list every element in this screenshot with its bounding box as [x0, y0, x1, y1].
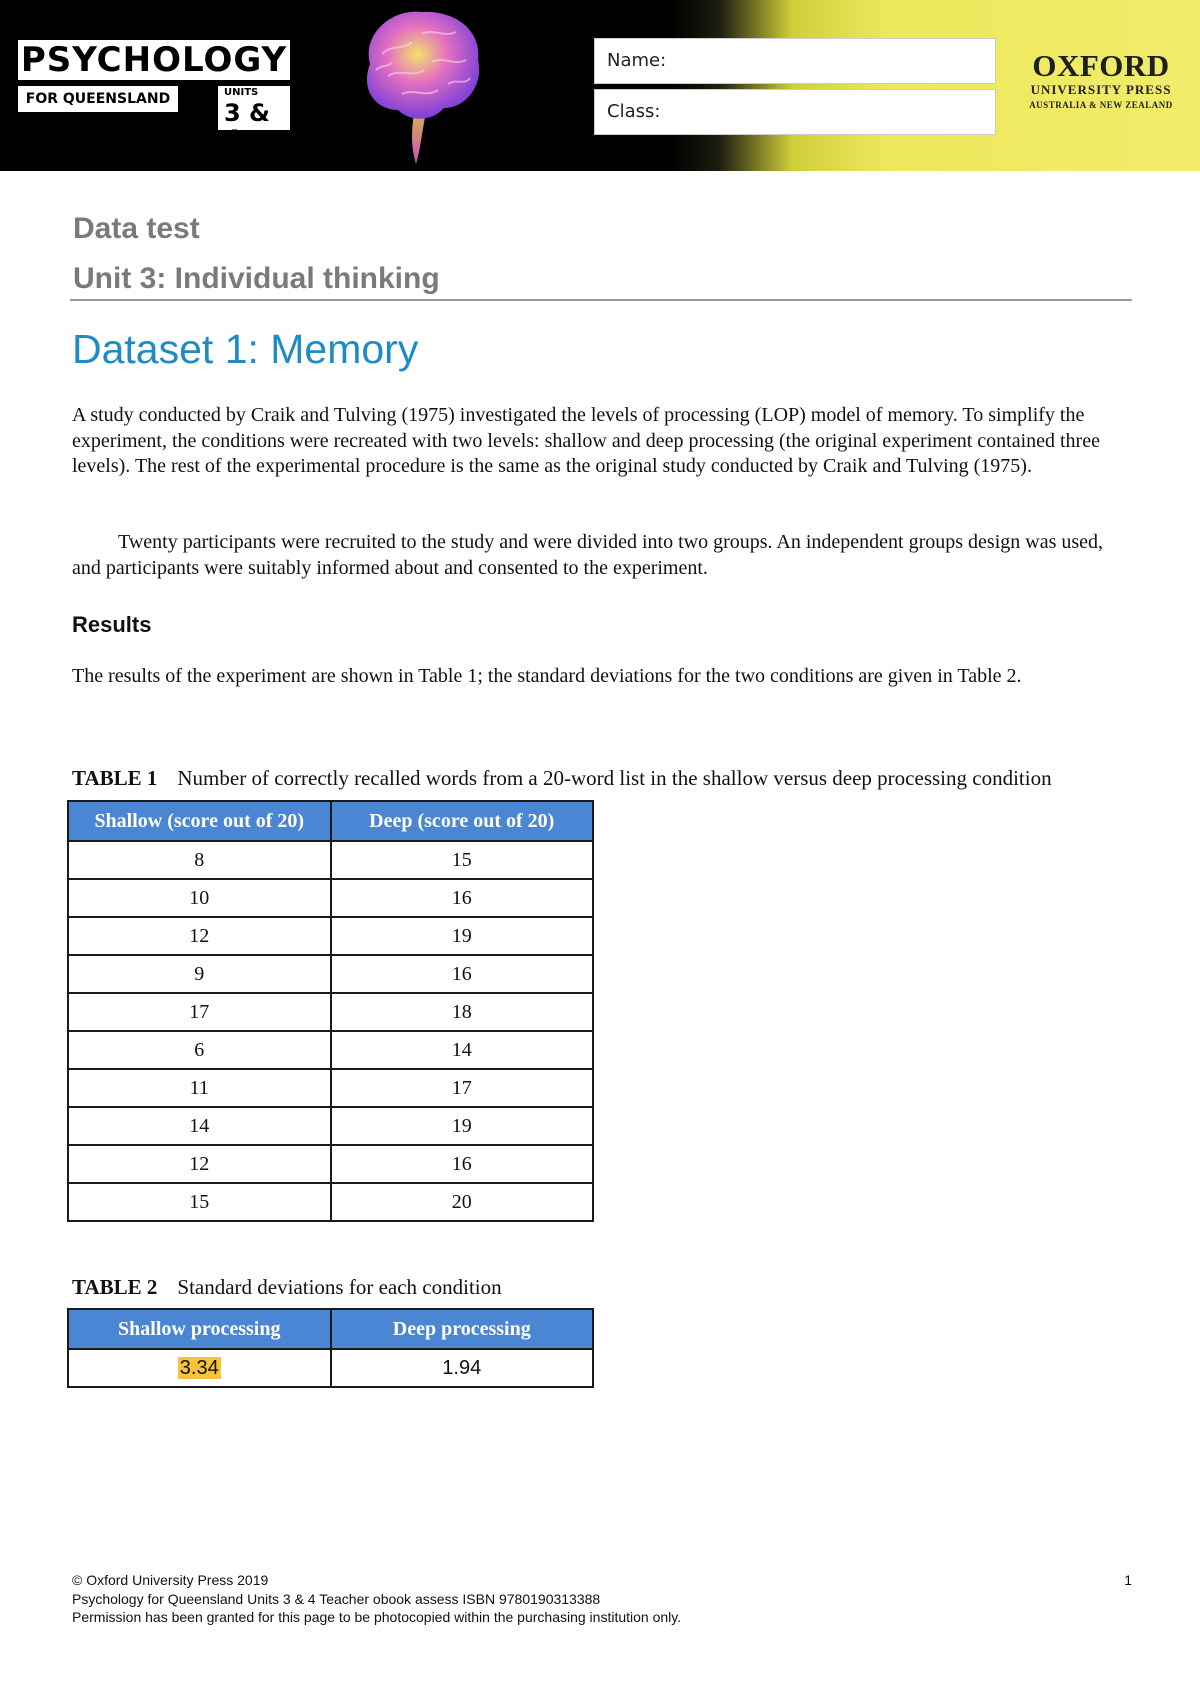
table2 — [67, 1308, 594, 1388]
shallow-sd-cell — [68, 1349, 331, 1387]
participants-paragraph: Twenty participants were recruited to the study and were divided into two groups. An independent groups design was used, and participants were suitably informed about and consented to the experiment. — [72, 531, 1104, 579]
table2-header-row — [68, 1309, 593, 1349]
deep-score-cell: 17 — [331, 1069, 594, 1107]
page-footer — [72, 1571, 1132, 1627]
deep-score-cell: 20 — [331, 1183, 594, 1221]
table1-header-row — [68, 801, 593, 841]
results-heading: Results — [72, 612, 152, 637]
deep-score-cell: 19 — [331, 917, 594, 955]
psychology-logo-subtitle: FOR QUEENSLAND — [18, 86, 178, 112]
deep-score-cell: 16 — [331, 879, 594, 917]
table-row — [68, 1069, 593, 1107]
deep-sd-cell: 1.94 — [331, 1349, 594, 1387]
table-row — [68, 1031, 593, 1069]
footer-isbn: Psychology for Queensland Units 3 & 4 Teacher obook assess ISBN 9780190313388 — [72, 1590, 601, 1607]
psychology-logo-title: PSYCHOLOGY — [18, 40, 290, 80]
shallow-score-cell: 9 — [68, 955, 331, 993]
dataset-title: Dataset 1: Memory — [72, 326, 419, 372]
table-row — [68, 1145, 593, 1183]
shallow-score-cell: 15 — [68, 1183, 331, 1221]
table-row — [68, 1107, 593, 1145]
units-label: UNITS — [224, 87, 259, 98]
units-value: 3 & 4 — [224, 99, 270, 153]
units-badge — [218, 86, 290, 153]
footer-copyright: © Oxford University Press 2019 — [72, 1572, 269, 1588]
table-row — [68, 879, 593, 917]
table-row — [68, 1183, 593, 1221]
table2-header-deep: Deep processing — [331, 1309, 594, 1349]
table2-label: TABLE 2 — [72, 1275, 158, 1299]
table1-label: TABLE 1 — [72, 766, 158, 790]
shallow-score-cell: 8 — [68, 841, 331, 879]
table-row — [68, 993, 593, 1031]
shallow-score-cell: 12 — [68, 1145, 331, 1183]
table1-header-deep: Deep (score out of 20) — [331, 801, 594, 841]
unit-title-heading: Unit 3: Individual thinking — [73, 262, 440, 295]
deep-score-cell: 16 — [331, 955, 594, 993]
deep-score-cell: 18 — [331, 993, 594, 1031]
table2-caption-text: Standard deviations for each condition — [177, 1275, 502, 1299]
shallow-score-cell: 11 — [68, 1069, 331, 1107]
table2-header-shallow: Shallow processing — [68, 1309, 331, 1349]
oxford-logo — [1026, 50, 1176, 112]
heading-divider — [70, 299, 1132, 301]
deep-score-cell: 16 — [331, 1145, 594, 1183]
name-label: Name: — [607, 50, 667, 71]
deep-score-cell: 15 — [331, 841, 594, 879]
doc-type-heading: Data test — [73, 212, 200, 245]
table-row — [68, 1349, 593, 1387]
table2-caption — [72, 1275, 502, 1300]
table-row — [68, 841, 593, 879]
shallow-score-cell: 10 — [68, 879, 331, 917]
shallow-score-cell: 17 — [68, 993, 331, 1031]
name-field[interactable] — [594, 38, 996, 84]
class-field[interactable] — [594, 89, 996, 135]
oxford-logo-line3: AUSTRALIA & NEW ZEALAND — [1029, 100, 1173, 110]
results-paragraph: The results of the experiment are shown in Table 1; the standard deviations for the two conditions are given in Table 2. — [72, 665, 1022, 687]
oxford-logo-name: OXFORD — [1032, 48, 1170, 83]
page-number: 1 — [1124, 1572, 1132, 1588]
table1-header-shallow: Shallow (score out of 20) — [68, 801, 331, 841]
class-label: Class: — [607, 101, 661, 122]
header-banner — [0, 0, 1200, 171]
table-row — [68, 955, 593, 993]
footer-permission: Permission has been granted for this page to be photocopied within the purchasing institution only. — [72, 1609, 682, 1625]
shallow-score-cell: 12 — [68, 917, 331, 955]
shallow-score-cell: 6 — [68, 1031, 331, 1069]
highlighted-value: 3.34 — [179, 1356, 219, 1379]
deep-score-cell: 14 — [331, 1031, 594, 1069]
table1 — [67, 800, 594, 1222]
intro-paragraph: A study conducted by Craik and Tulving (1975) investigated the levels of processing (LOP) model of memory. To simplify the experiment, the conditions were recreated with two levels: shallow and deep processing (the original experiment contained three levels). The rest of the experimental procedure is the same as the original study conducted by Craik and Tulving (1975). — [72, 404, 1100, 477]
table-row — [68, 917, 593, 955]
shallow-score-cell: 14 — [68, 1107, 331, 1145]
deep-score-cell: 19 — [331, 1107, 594, 1145]
table1-caption — [72, 766, 1052, 791]
table1-caption-text: Number of correctly recalled words from a 20-word list in the shallow versus deep processing condition — [177, 766, 1052, 790]
brain-icon — [352, 4, 488, 168]
oxford-logo-line2: UNIVERSITY PRESS — [1030, 82, 1172, 97]
